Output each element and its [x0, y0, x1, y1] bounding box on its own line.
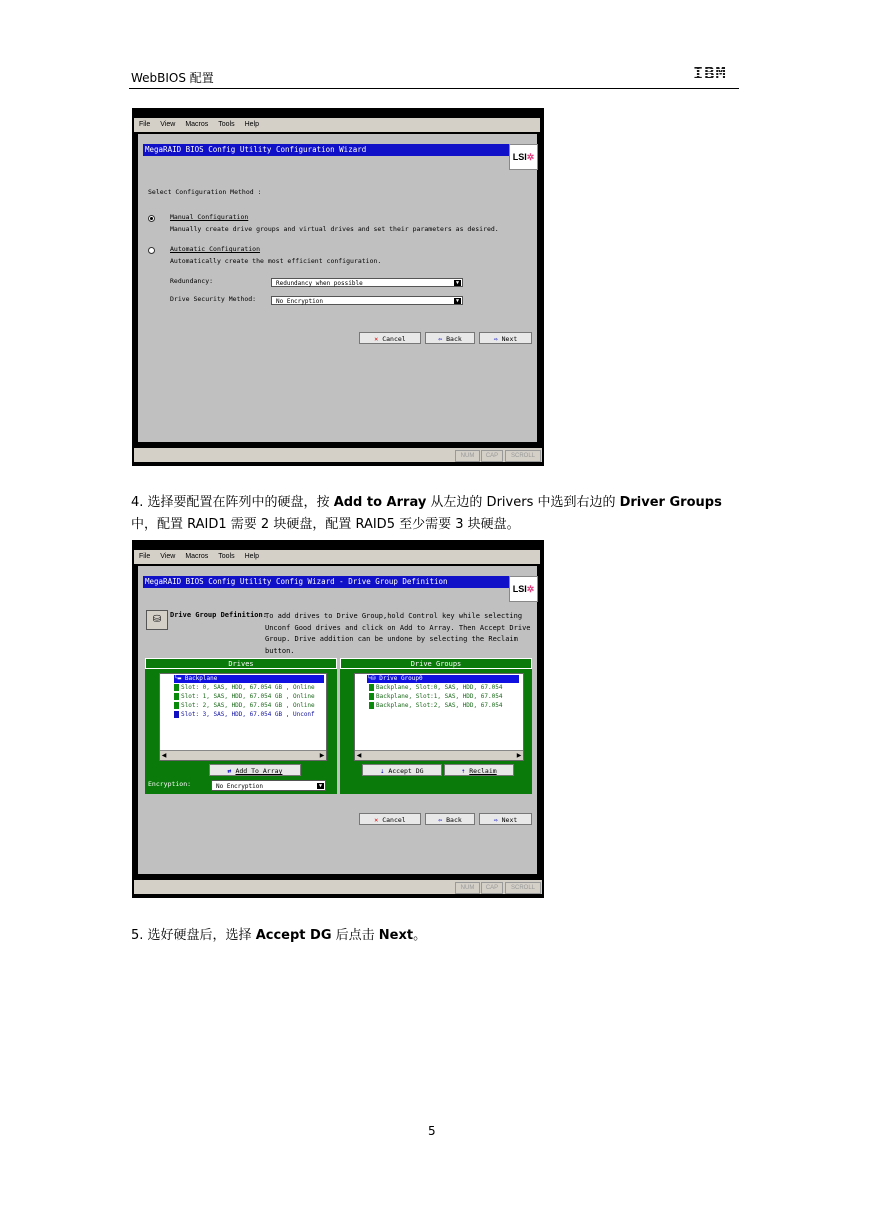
drives-panel [145, 669, 337, 794]
next-arrow-icon: ⇨ [493, 335, 498, 343]
screenshot-config-wizard [132, 108, 544, 466]
cancel-x-icon: ✕ [374, 816, 379, 824]
page-number: 5 [428, 1124, 436, 1138]
menu-help[interactable]: Help [244, 121, 260, 128]
hdd-icon [174, 693, 179, 700]
back-arrow-icon: ⇦ [438, 816, 443, 824]
menu-bar [134, 550, 540, 564]
back-arrow-icon: ⇦ [438, 335, 443, 343]
drive-groups-header: Drive Groups [340, 658, 532, 669]
groups-hscrollbar[interactable] [355, 750, 523, 760]
status-bar [134, 880, 542, 894]
wizard-titlebar: MegaRAID BIOS Config Utility Config Wizard - Drive Group Definition [143, 576, 511, 588]
menu-file[interactable]: File [139, 121, 151, 128]
status-bar [134, 448, 542, 462]
drives-hscrollbar[interactable] [160, 750, 326, 760]
manual-config-radio[interactable] [148, 215, 155, 222]
security-method-label: Drive Security Method: [170, 295, 257, 303]
status-num: NUM [455, 450, 480, 462]
next-button[interactable]: ⇨ Next [479, 813, 532, 825]
desc-heading: Drive Group Definition: [170, 611, 267, 619]
dropdown-arrow-icon: ▼ [455, 298, 459, 304]
encryption-value: No Encryption [216, 783, 263, 790]
scroll-left-icon[interactable]: ◀ [161, 752, 167, 759]
lsi-logo: LSI✲ [509, 144, 538, 170]
redundancy-label: Redundancy: [170, 277, 214, 285]
group-drive-slot-1[interactable]: Backplane, Slot:1, SAS, HDD, 67.054 [369, 693, 502, 701]
page-header-title: WebBIOS 配置 [131, 71, 214, 85]
status-scroll: SCROLL [505, 450, 541, 462]
manual-config-desc: Manually create drive groups and virtual drives and set their parameters as desired. [170, 225, 499, 233]
scroll-right-icon[interactable]: ▶ [319, 752, 325, 759]
lsi-logo: LSI✲ [509, 576, 538, 602]
drive-groups-panel [340, 669, 532, 794]
menu-file[interactable]: File [139, 553, 151, 560]
group-drive-slot-0[interactable]: Backplane, Slot:0, SAS, HDD, 67.054 [369, 684, 502, 692]
config-method-prompt: Select Configuration Method : [148, 188, 262, 196]
menu-macros[interactable]: Macros [185, 553, 209, 560]
drive-groups-list[interactable] [354, 673, 524, 761]
menu-view[interactable]: View [160, 553, 176, 560]
wizard-window [138, 566, 537, 874]
menu-bar [134, 118, 540, 132]
cancel-x-icon: ✕ [374, 335, 379, 343]
reclaim-button[interactable]: ⇡ Reclaim [444, 764, 514, 776]
hdd-icon [369, 693, 374, 700]
drive-slot-0[interactable]: Slot: 0, SAS, HDD, 67.054 GB , Online [174, 684, 315, 692]
step4-paragraph: 4. 选择要配置在阵列中的硬盘，按 Add to Array 从左边的 Drivers 中选到右边的 Driver Groups 中，配置 RAID1 需要 2 块硬盘，配置 RAID5 至少需要 3 块硬盘。 [131, 495, 722, 532]
cancel-button[interactable]: ✕ Cancel [359, 813, 421, 825]
drive-slot-1[interactable]: Slot: 1, SAS, HDD, 67.054 GB , Online [174, 693, 315, 701]
status-cap: CAP [481, 450, 503, 462]
ibm-logo: IBM [693, 64, 727, 84]
drive-group-tree-icon: └⛁ [367, 675, 380, 682]
security-method-value: No Encryption [276, 298, 323, 305]
wizard-window [138, 134, 537, 442]
header-rule [129, 88, 739, 89]
menu-macros[interactable]: Macros [185, 121, 209, 128]
hdd-icon [174, 702, 179, 709]
manual-config-label[interactable]: Manual Configuration [170, 213, 249, 221]
menu-view[interactable]: View [160, 121, 176, 128]
add-to-array-button[interactable]: ⇄ Add To Array [209, 764, 301, 776]
desc-body: To add drives to Drive Group,hold Control key while selecting Unconf Good drives and click on Add to Array. Then Accept Drive Group. Drive addition can be undone by selecting the Reclaim button. [265, 612, 531, 655]
drives-header: Drives [145, 658, 337, 669]
drives-list[interactable] [159, 673, 327, 761]
menu-help[interactable]: Help [244, 553, 260, 560]
add-array-icon: ⇄ [227, 767, 232, 775]
group-drive-slot-2[interactable]: Backplane, Slot:2, SAS, HDD, 67.054 [369, 702, 502, 710]
status-num: NUM [455, 882, 480, 894]
wizard-titlebar: MegaRAID BIOS Config Utility Configuration Wizard [143, 144, 511, 156]
back-button[interactable]: ⇦ Back [425, 813, 475, 825]
tree-drive-group0[interactable]: └⛁ Drive Group0 [367, 675, 519, 683]
accept-dg-button[interactable]: ⇣ Accept DG [362, 764, 442, 776]
back-button[interactable]: ⇦ Back [425, 332, 475, 344]
cancel-button[interactable]: ✕ Cancel [359, 332, 421, 344]
hdd-icon [174, 711, 179, 718]
backplane-icon: └▬ [174, 675, 185, 682]
auto-config-label[interactable]: Automatic Configuration [170, 245, 261, 253]
drive-group-icon: ⛁ [146, 610, 168, 630]
encryption-select[interactable] [211, 780, 326, 791]
hdd-icon [369, 684, 374, 691]
accept-arrow-icon: ⇣ [380, 767, 385, 775]
status-scroll: SCROLL [505, 882, 541, 894]
dropdown-arrow-icon: ▼ [455, 280, 459, 286]
next-button[interactable]: ⇨ Next [479, 332, 532, 344]
reclaim-arrow-icon: ⇡ [461, 767, 466, 775]
drive-slot-2[interactable]: Slot: 2, SAS, HDD, 67.054 GB , Online [174, 702, 315, 710]
redundancy-select[interactable] [271, 278, 463, 287]
status-cap: CAP [481, 882, 503, 894]
encryption-label: Encryption: [148, 780, 192, 788]
tree-backplane[interactable]: └▬ Backplane [174, 675, 324, 683]
menu-tools[interactable]: Tools [218, 553, 235, 560]
auto-config-desc: Automatically create the most efficient configuration. [170, 257, 382, 265]
scroll-left-icon[interactable]: ◀ [356, 752, 362, 759]
screenshot-drive-group-definition [132, 540, 544, 898]
menu-tools[interactable]: Tools [218, 121, 235, 128]
redundancy-value: Redundancy when possible [276, 280, 363, 287]
dropdown-arrow-icon: ▼ [318, 783, 322, 789]
auto-config-radio[interactable] [148, 247, 155, 254]
hdd-icon [369, 702, 374, 709]
step5-paragraph: 5. 选好硬盘后，选择 Accept DG 后点击 Next。 [131, 928, 427, 943]
drive-slot-3[interactable]: Slot: 3, SAS, HDD, 67.054 GB , Unconf [174, 711, 315, 719]
next-arrow-icon: ⇨ [493, 816, 498, 824]
hdd-icon [174, 684, 179, 691]
scroll-right-icon[interactable]: ▶ [516, 752, 522, 759]
security-method-select[interactable] [271, 296, 463, 305]
